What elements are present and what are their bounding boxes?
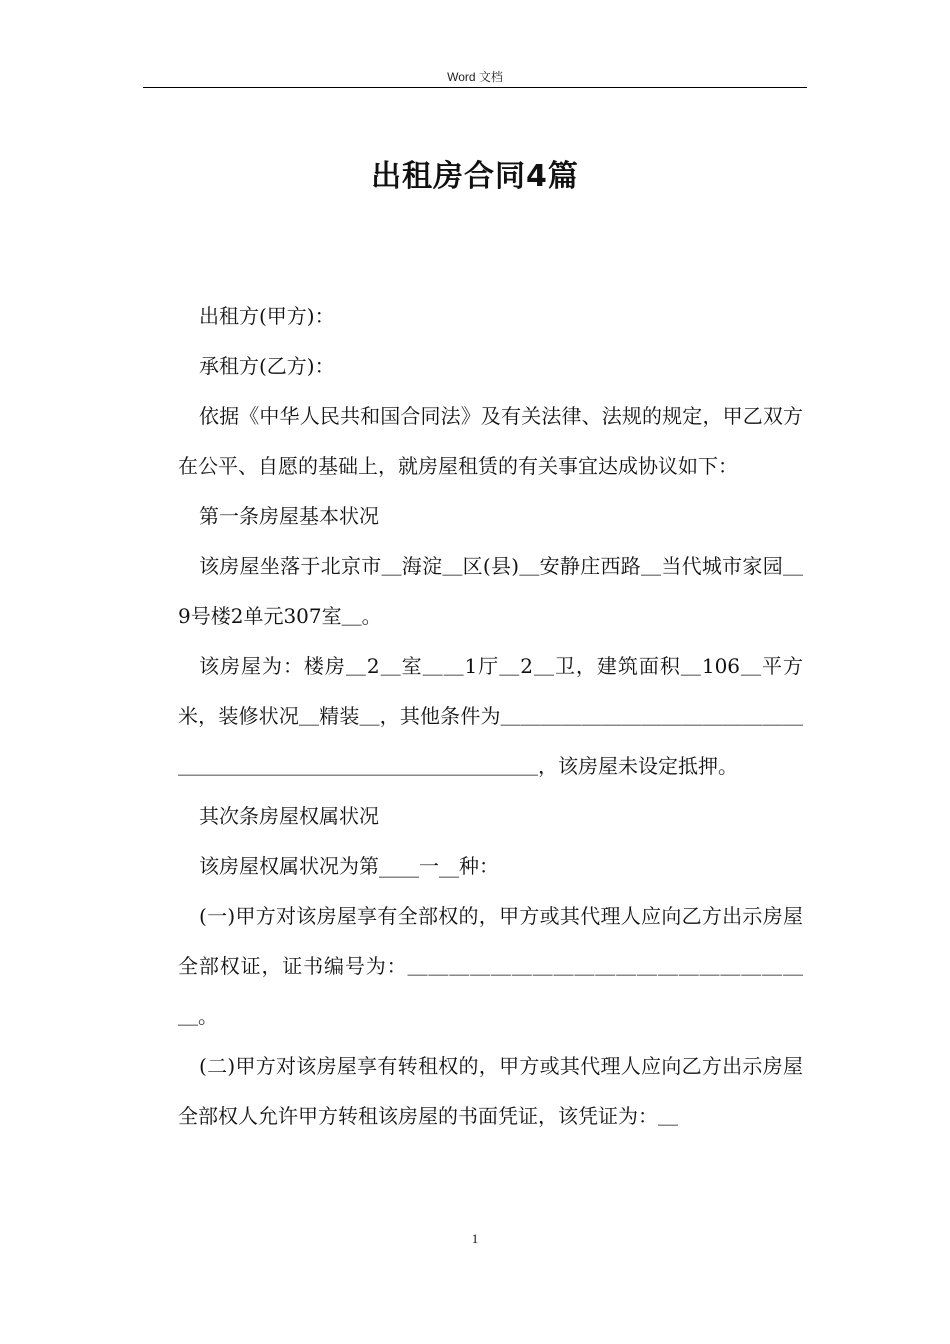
paragraph-ownership-2: (二)甲方对该房屋享有转租权的，甲方或其代理人应向乙方出示房屋全部权人允许甲方转租该房屋的书面凭证，该凭证为：＿ (178, 1054, 803, 1128)
paragraph-ownership-type: 该房屋权属状况为第____一__种： (199, 854, 499, 878)
paragraph-location: 该房屋坐落于北京市＿海淀＿区(县)＿安静庄西路＿当代城市家园＿9号楼2单元307室＿。 (178, 554, 803, 628)
page-header: Word 文档 (447, 70, 503, 84)
paragraph-lessee: 承租方(乙方)： (199, 354, 335, 378)
paragraph-preamble: 依据《中华人民共和国合同法》及有关法律、法规的规定，甲乙双方在公平、自愿的基础上，就房屋租赁的有关事宜达成协议如下： (178, 404, 803, 478)
header-divider (143, 87, 807, 88)
paragraph-article-2-heading: 其次条房屋权属状况 (199, 804, 379, 828)
document-title: 出租房合同4篇 (371, 159, 579, 194)
paragraph-ownership-1: (一)甲方对该房屋享有全部权的，甲方或其代理人应向乙方出示房屋全部权证，证书编号为：＿＿＿＿＿＿＿＿＿＿＿＿＿＿＿＿＿＿＿＿。 (178, 904, 803, 1028)
document-body (178, 291, 803, 1141)
paragraph-lessor: 出租方(甲方)： (199, 304, 335, 328)
paragraph-house-details: 该房屋为：楼房＿2＿室＿＿1厅＿2＿卫，建筑面积＿106＿平方米，装修状况＿精装＿，其他条件为＿＿＿＿＿＿＿＿＿＿＿＿＿＿＿＿＿＿＿＿＿＿＿＿＿＿＿＿＿＿＿＿＿，该房屋未设定抵押。 (178, 654, 803, 778)
paragraph-article-1-heading: 第一条房屋基本状况 (199, 504, 379, 528)
page-number: 1 (471, 1231, 479, 1246)
